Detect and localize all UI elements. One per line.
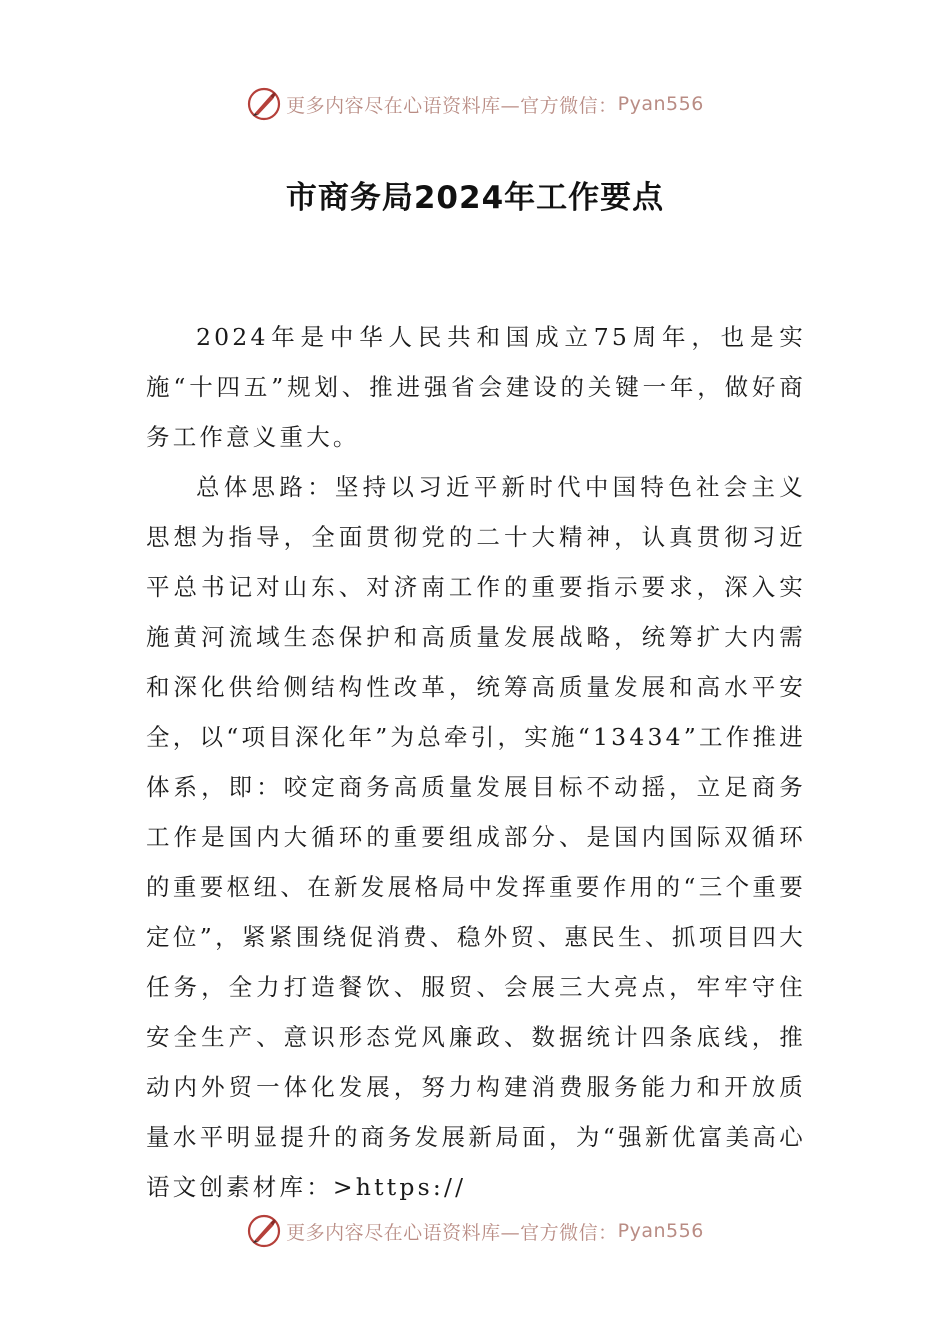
banner-wechat-handle: Pyan556	[617, 93, 704, 115]
pen-nib-logo-icon	[246, 86, 282, 122]
pen-nib-logo-icon	[246, 1213, 282, 1249]
document-title: 市商务局2024年工作要点	[285, 180, 665, 216]
header-watermark-banner	[0, 84, 950, 124]
document-body	[146, 312, 806, 1212]
banner-text: 更多内容尽在心语资料库—官方微信：	[286, 94, 618, 117]
footer-watermark-banner	[0, 1211, 950, 1251]
banner-text: 更多内容尽在心语资料库—官方微信：	[286, 1221, 618, 1244]
paragraph-overall-approach: 总体思路：坚持以习近平新时代中国特色社会主义思想为指导，全面贯彻党的二十大精神，认真贯彻习近平总书记对山东、对济南工作的重要指示要求，深入实施黄河流域生态保护和高质量发展战略，统筹扩大内需和深化供给侧结构性改革，统筹高质量发展和高水平安全，以“项目深化年”为总牵引，实施“13434”工作推进体系，即：咬定商务高质量发展目标不动摇，立足商务工作是国内大循环的重要组成部分、是国内国际双循环的重要枢纽、在新发展格局中发挥重要作用的“三个重要定位”，紧紧围绕促消费、稳外贸、惠民生、抓项目四大任务，全力打造餐饮、服贸、会展三大亮点，牢牢守住安全生产、意识形态党风廉政、数据统计四条底线，推动内外贸一体化发展，努力构建消费服务能力和开放质量水平明显提升的商务发展新局面，为“强新优富美高心语文创素材库：>https://	[146, 473, 806, 1201]
banner-wechat-handle: Pyan556	[617, 1220, 704, 1242]
paragraph-intro: 2024年是中华人民共和国成立75周年，也是实施“十四五”规划、推进强省会建设的关键一年，做好商务工作意义重大。	[146, 323, 806, 451]
